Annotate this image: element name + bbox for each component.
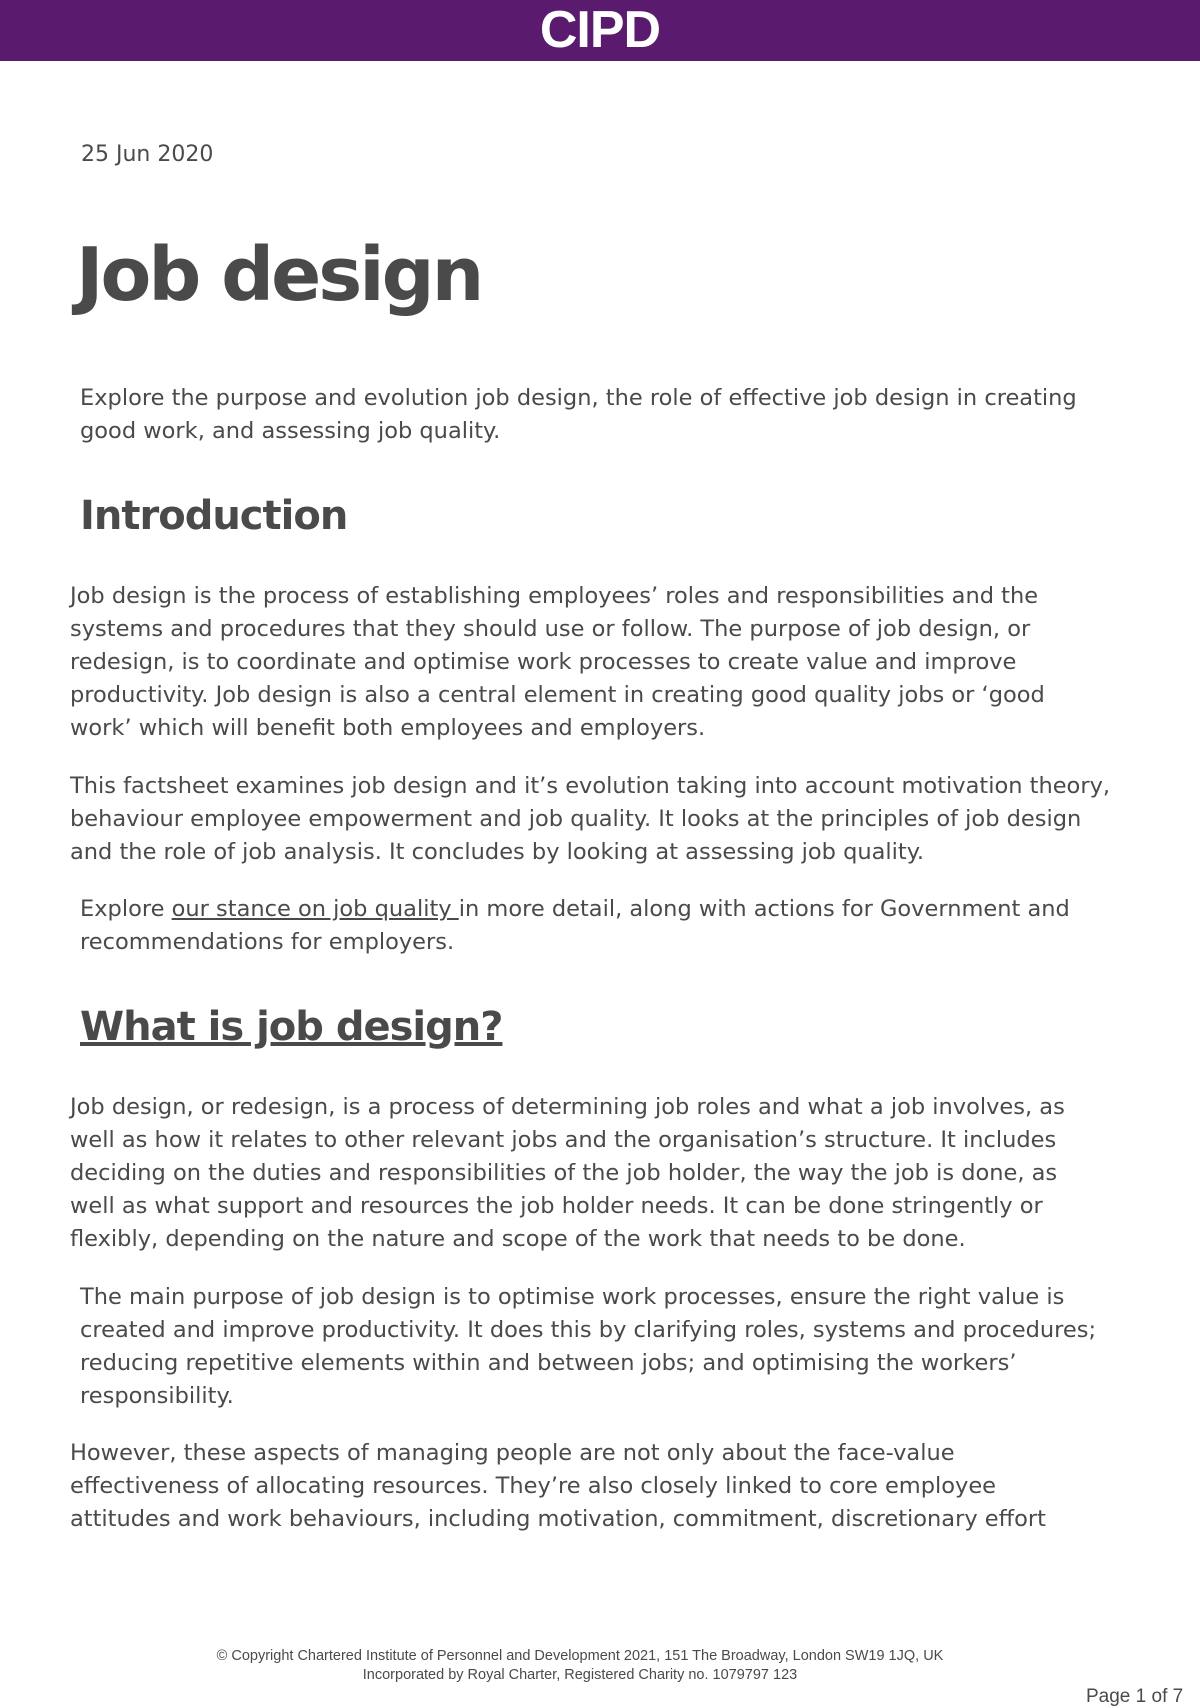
- what-paragraph-2: The main purpose of job design is to optimise work processes, ensure the right value is created and improve productivity. It does this by clarifying roles, systems and procedures; reducing repetitive elements within and between jobs; and optimising the workers’ responsibility.: [80, 1284, 1097, 1409]
- link-paragraph-suffix: in more detail, along with actions for Government and recommendations for employers.: [80, 896, 1070, 955]
- footer-copyright: © Copyright Chartered Institute of Personnel and Development 2021, 151 The Broadway, London SW19 1JQ, UK: [216, 1648, 944, 1664]
- footer-charter: Incorporated by Royal Charter, Registered Charity no. 1079797 123: [362, 1667, 798, 1683]
- summary: Explore the purpose and evolution job design, the role of effective job design in creating good work, and assessing job quality.: [80, 385, 1077, 444]
- intro-paragraph-1: Job design is the process of establishing employees’ roles and responsibilities and the systems and procedures that they should use or follow. The purpose of job design, or redesign, is to coordinate and optimise work processes to create value and improve productivity. Job design is also a central element in creating good quality jobs or ‘good work’ which will benefit both employees and employers.: [70, 583, 1045, 741]
- page-title: Job design: [76, 232, 482, 318]
- section-heading-introduction: Introduction: [80, 493, 348, 539]
- link-paragraph-prefix: Explore: [80, 896, 172, 922]
- page-number: Page 1 of 7: [1086, 1686, 1184, 1707]
- intro-paragraph-3: [80, 893, 1100, 959]
- cipd-logo[interactable]: CIPD: [539, 1, 661, 59]
- footer: [150, 1647, 1010, 1685]
- what-paragraph-1: Job design, or redesign, is a process of determining job roles and what a job involves, as well as how it relates to other relevant jobs and the organisation’s structure. It includes deciding on the duties and responsibilities of the job holder, the way the job is done, as well as what support and resources the job holder needs. It can be done stringently or flexibly, depending on the nature and scope of the work that needs to be done.: [70, 1094, 1065, 1252]
- what-paragraph-3: However, these aspects of managing people are not only about the face-value effectiveness of allocating resources. They’re also closely linked to core employee attitudes and work behaviours, including motivation, commitment, discretionary effort: [70, 1440, 1046, 1532]
- job-quality-stance-link[interactable]: our stance on job quality: [171, 896, 459, 922]
- publication-date: 25 Jun 2020: [81, 142, 214, 167]
- section-heading-what-is-job-design[interactable]: What is job design?: [80, 1004, 503, 1050]
- intro-paragraph-2: This factsheet examines job design and it’s evolution taking into account motivation theory, behaviour employee empowerment and job quality. It looks at the principles of job design and the role of job analysis. It concludes by looking at assessing job quality.: [70, 773, 1111, 865]
